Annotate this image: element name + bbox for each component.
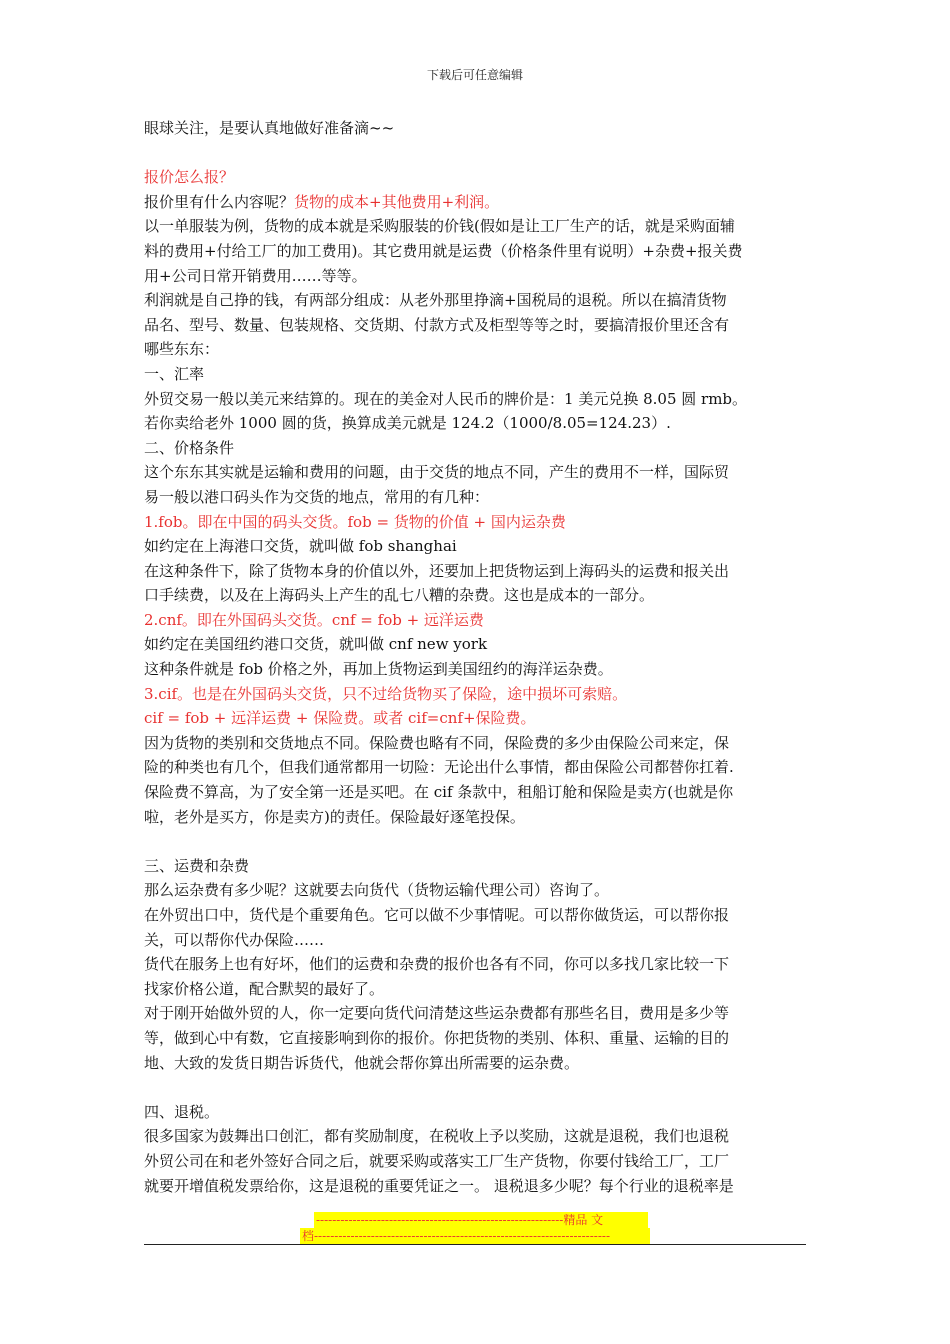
- line-text: 报价里有什么内容呢？: [144, 192, 295, 211]
- line-text: 利润就是自己挣的钱，有两部分组成：从老外那里挣滴+国税局的退税。所以在搞清货物: [144, 291, 727, 310]
- line-text: 这种条件就是 fob 价格之外，再加上货物运到美国纽约的海洋运杂费。: [144, 660, 613, 679]
- text-line: [144, 559, 808, 584]
- text-line: [144, 288, 808, 313]
- blank-line: [144, 829, 808, 854]
- text-line: [144, 1001, 808, 1026]
- text-line: [144, 116, 808, 141]
- text-line: [144, 878, 808, 903]
- footer-line-2: 档-------------------------------------------------------------------------: [300, 1228, 650, 1244]
- text-line: [144, 1100, 808, 1125]
- text-line: [144, 977, 808, 1002]
- line-text: 如约定在上海港口交货，就叫做 fob shanghai: [144, 537, 457, 556]
- line-text: 哪些东东：: [144, 340, 220, 359]
- text-line: [144, 411, 808, 436]
- line-text: 货代在服务上也有好坏，他们的运费和杂费的报价也各有不同，你可以多找几家比较一下: [144, 955, 730, 974]
- text-line: [144, 460, 808, 485]
- footer-line-1: -------------------------------------------------------------精品 文: [314, 1212, 648, 1228]
- line-text: 品名、型号、数量、包装规格、交货期、付款方式及柜型等等之时，要搞清报价里还含有: [144, 315, 730, 334]
- line-text: 料的费用+付给工厂的加工费用)。其它费用就是运费（价格条件里有说明）+杂费+报关费: [144, 241, 743, 260]
- line-text: 如约定在美国纽约港口交货，就叫做 cnf new york: [144, 635, 488, 654]
- line-text: 1.fob。即在中国的码头交货。fob = 货物的价值 + 国内运杂费: [144, 512, 566, 531]
- text-line: [144, 436, 808, 461]
- text-line: [144, 632, 808, 657]
- text-line: [144, 190, 808, 215]
- text-line: [144, 510, 808, 535]
- text-line: [144, 1124, 808, 1149]
- line-text: 眼球关注，是要认真地做好准备滴~~: [144, 119, 395, 137]
- line-text: 很多国家为鼓舞出口创汇，都有奖励制度，在税收上予以奖励，这就是退税，我们也退税: [144, 1127, 730, 1146]
- line-text: 险的种类也有几个，但我们通常都用一切险：无论出什么事情，都由保险公司都替你扛着.: [144, 758, 734, 777]
- text-line: [144, 952, 808, 977]
- text-line: [144, 1051, 808, 1076]
- page-header: 下载后可任意编辑: [426, 68, 523, 82]
- line-text: 用+公司日常开销费用……等等。: [144, 266, 367, 285]
- text-line: [144, 731, 808, 756]
- line-text: 一、汇率: [144, 364, 205, 383]
- text-line: [144, 928, 808, 953]
- text-line: [144, 1149, 808, 1174]
- document-body: [144, 116, 808, 1198]
- text-line: [144, 755, 808, 780]
- text-line: [144, 854, 808, 879]
- line-text: 啦，老外是买方，你是卖方)的责任。保险最好逐笔投保。: [144, 807, 525, 826]
- text-line: [144, 534, 808, 559]
- text-line: [144, 780, 808, 805]
- line-text: 在这种条件下，除了货物本身的价值以外，还要加上把货物运到上海码头的运费和报关出: [144, 561, 730, 580]
- line-text: 就要开增值税发票给你，这是退税的重要凭证之一。 退税退多少呢？每个行业的退税率是: [144, 1176, 734, 1195]
- line-text: 因为货物的类别和交货地点不同。保险费也略有不同，保险费的多少由保险公司来定，保: [144, 733, 730, 752]
- footer-watermark: [300, 1212, 650, 1246]
- blank-line: [144, 141, 808, 166]
- text-line: [144, 337, 808, 362]
- line-text: 口手续费，以及在上海码头上产生的乱七八糟的杂费。这也是成本的一部分。: [144, 586, 655, 605]
- line-text: 2.cnf。即在外国码头交货。cnf = fob + 远洋运费: [144, 610, 484, 629]
- text-line: [144, 214, 808, 239]
- line-highlight: 货物的成本+其他费用+利润。: [294, 192, 500, 211]
- text-line: [144, 805, 808, 830]
- line-text: 若你卖给老外 1000 圆的货，换算成美元就是 124.2（1000/8.05=124.23）.: [144, 414, 671, 433]
- line-text: 那么运杂费有多少呢？这就要去向货代（货物运输代理公司）咨询了。: [144, 881, 610, 900]
- line-text: 地、大致的发货日期告诉货代，他就会帮你算出所需要的运杂费。: [144, 1053, 580, 1072]
- blank-line: [144, 1075, 808, 1100]
- line-text: 外贸公司在和老外签好合同之后，就要采购或落实工厂生产货物，你要付钱给工厂，工厂: [144, 1151, 730, 1170]
- text-line: [144, 1026, 808, 1051]
- text-line: [144, 387, 808, 412]
- line-text: 三、运费和杂费: [144, 856, 250, 875]
- line-text: 在外贸出口中，货代是个重要角色。它可以做不少事情呢。可以帮你做货运，可以帮你报: [144, 906, 730, 924]
- text-line: [144, 1174, 808, 1199]
- footer-rule: [144, 1244, 806, 1245]
- line-text: 四、退税。: [144, 1102, 220, 1121]
- line-text: 二、价格条件: [144, 438, 235, 457]
- line-text: 关，可以帮你代办保险……: [144, 930, 325, 949]
- line-text: 报价怎么报？: [144, 168, 235, 187]
- text-line: [144, 706, 808, 731]
- text-line: [144, 165, 808, 190]
- text-line: [144, 239, 808, 264]
- line-text: 这个东东其实就是运输和费用的问题，由于交货的地点不同，产生的费用不一样，国际贸: [144, 463, 730, 482]
- text-line: [144, 313, 808, 338]
- text-line: [144, 608, 808, 633]
- line-text: 外贸交易一般以美元来结算的。现在的美金对人民币的牌价是：1 美元兑换 8.05 圆 rmb。: [144, 389, 748, 408]
- line-text: cif = fob + 远洋运费 + 保险费。或者 cif=cnf+保险费。: [144, 709, 536, 728]
- text-line: [144, 485, 808, 510]
- line-text: 等，做到心中有数，它直接影响到你的报价。你把货物的类别、体积、重量、运输的目的: [144, 1028, 730, 1047]
- line-text: 对于刚开始做外贸的人，你一定要向货代问清楚这些运杂费都有那些名目，费用是多少等: [144, 1004, 730, 1023]
- line-text: 易一般以港口码头作为交货的地点，常用的有几种：: [144, 487, 490, 506]
- text-line: [144, 264, 808, 289]
- text-line: [144, 903, 808, 928]
- text-line: [144, 682, 808, 707]
- line-text: 3.cif。也是在外国码头交货，只不过给货物买了保险，途中损坏可索赔。: [144, 684, 628, 703]
- text-line: [144, 657, 808, 682]
- line-text: 保险费不算高，为了安全第一还是买吧。在 cif 条款中，租船订舱和保险是卖方(也就是你: [144, 783, 734, 802]
- line-text: 以一单服装为例，货物的成本就是采购服装的价钱(假如是让工厂生产的话，就是采购面辅: [144, 217, 735, 236]
- line-text: 找家价格公道，配合默契的最好了。: [144, 979, 385, 998]
- text-line: [144, 583, 808, 608]
- text-line: [144, 362, 808, 387]
